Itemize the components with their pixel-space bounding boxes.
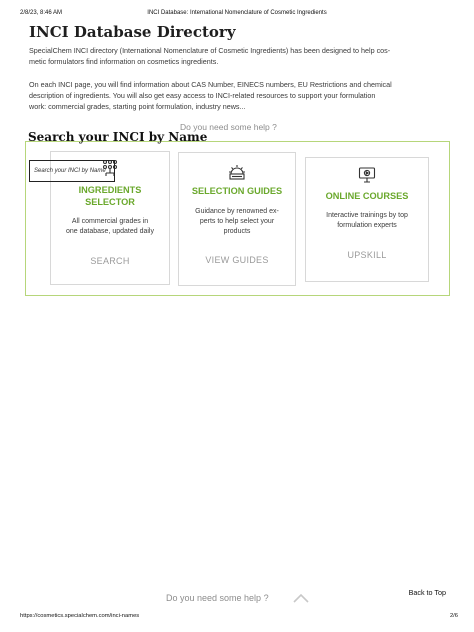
help-prompt-bottom[interactable]: Do you need some help ? — [166, 593, 269, 603]
card-description-line: Interactive trainings by top — [326, 212, 408, 219]
print-date: 2/8/23, 8:46 AM — [20, 10, 63, 16]
back-to-top-link[interactable]: Back to Top — [408, 588, 446, 597]
search-heading: Search your INCI by Name — [28, 130, 208, 144]
intro-paragraph-1 — [29, 45, 447, 67]
intro-paragraph-2 — [29, 79, 447, 112]
view-guides-action-link[interactable]: VIEW GUIDES — [205, 255, 269, 265]
upskill-action-link[interactable]: UPSKILL — [347, 250, 387, 260]
card-description-line: one database, updated daily — [66, 228, 154, 235]
card-description-line: formulation experts — [337, 222, 397, 229]
print-document-title: INCI Database: International Nomenclature of Cosmetic Ingredients — [147, 10, 327, 16]
intro-line: work: commercial grades, starting point formulation, industry news... — [29, 102, 246, 111]
print-footer-url: https://cosmetics.specialchem.com/inci-names — [20, 613, 140, 619]
card-description — [306, 211, 428, 231]
search-input[interactable]: Search your INCI by Name — [29, 160, 115, 182]
card-description-line: perts to help select your — [199, 218, 275, 225]
card-online-courses[interactable] — [305, 157, 429, 282]
page-title: INCI Database Directory — [29, 23, 236, 41]
card-description-line: products — [223, 228, 251, 235]
help-prompt-top[interactable]: Do you need some help ? — [180, 122, 277, 132]
monitor-play-icon — [358, 166, 376, 184]
card-description-line: Guidance by renowned ex- — [195, 208, 279, 215]
selection-guide-icon — [228, 163, 246, 181]
search-action-link[interactable]: SEARCH — [90, 256, 130, 266]
intro-line: SpecialChem INCI directory (International Nomenclature of Cosmetic Ingredients) has been designed to help cos- — [29, 46, 391, 55]
card-selection-guides[interactable] — [178, 152, 296, 286]
intro-line: description of ingredients. You will also get easy access to INCI-related resources to support your formulation — [29, 91, 376, 100]
print-page-number: 2/6 — [449, 613, 458, 619]
card-title: INGREDIENTS SELECTOR — [78, 185, 142, 207]
chevron-up-icon[interactable] — [292, 591, 310, 603]
card-description-line: All commercial grades in — [71, 218, 149, 225]
intro-line: On each INCI page, you will find information about CAS Number, EINECS numbers, EU Restrictions and chemical — [29, 80, 392, 89]
card-title: SELECTION GUIDES — [191, 186, 283, 196]
card-title: ONLINE COURSES — [325, 191, 409, 201]
card-description — [51, 217, 169, 237]
card-description — [179, 207, 295, 237]
intro-line: metic formulators find information on cosmetics ingredients. — [29, 57, 219, 66]
